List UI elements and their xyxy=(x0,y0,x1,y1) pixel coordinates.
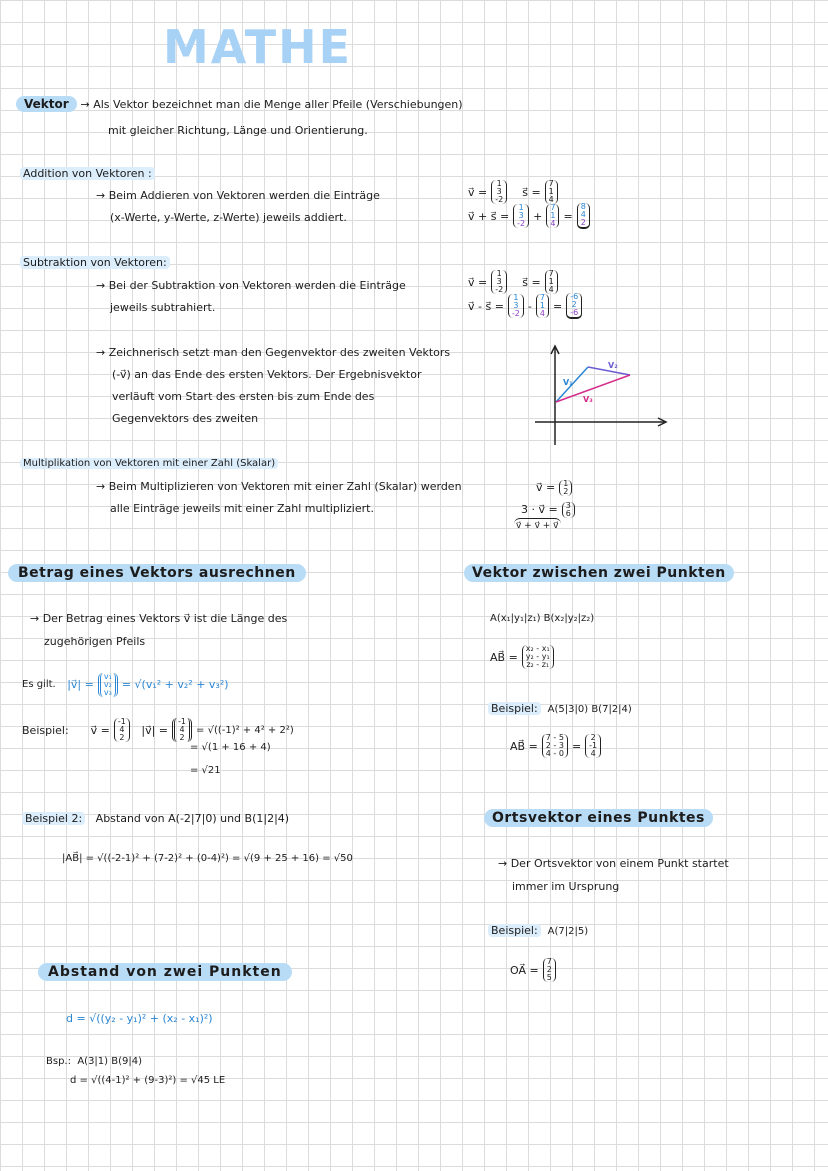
vector-s-colored: 7 1 4 xyxy=(546,204,559,228)
betrag-line-1: → Der Betrag eines Vektors v⃗ ist die Länge des xyxy=(30,612,288,625)
betrag-beispiel-2: Beispiel 2: Abstand von A(-2|7|0) und B(1|2|4) xyxy=(22,812,289,825)
vector-s-colored: 7 1 4 xyxy=(536,294,549,318)
subtraction-heading: Subtraktion von Vektoren: xyxy=(20,256,170,269)
multiplication-brace-note: v⃗ + v⃗ + v⃗ xyxy=(514,518,561,531)
abstand-heading: Abstand von zwei Punkten xyxy=(38,964,292,980)
ortsvektor-beispiel: Beispiel: A(7|2|5) xyxy=(488,924,588,937)
vektor-line-2: mit gleicher Richtung, Länge und Orientierung. xyxy=(108,124,368,137)
graphic-text-1: → Zeichnerisch setzt man den Gegenvektor des zweiten Vektors xyxy=(96,346,451,359)
vektor-line-1: → Als Vektor bezeichnet man die Menge aller Pfeile (Verschiebungen) xyxy=(80,98,463,111)
abstand-bsp-formula: d = √((4-1)² + (9-3)²) = √45 LE xyxy=(70,1075,226,1086)
addition-line-1: → Beim Addieren von Vektoren werden die Einträge xyxy=(96,189,380,202)
subtraction-example-vectors: v⃗ = 1 3 -2 s⃗ = 7 1 4 xyxy=(468,270,558,294)
vector-s: 7 1 4 xyxy=(545,270,558,294)
vektor-label: Vektor xyxy=(16,96,77,112)
vector-s: 7 1 4 xyxy=(545,180,558,204)
multiplication-line-2: alle Einträge jeweils mit einer Zahl multipliziert. xyxy=(110,502,374,515)
vector-sum-result: 8 4 2 xyxy=(577,203,590,229)
sum-label: v⃗ + s⃗ = xyxy=(468,209,510,223)
betrag-beispiel: Beispiel: v⃗ = -1 4 2 |v⃗| = -1 4 2 = √((-1)² + 4² + 2²) xyxy=(22,717,294,742)
vector-diff-result: -6 2 -6 xyxy=(566,293,582,319)
vector-v-colored: 1 3 -2 xyxy=(513,204,529,228)
ortsvektor-heading: Ortsvektor eines Punktes xyxy=(484,810,713,826)
subtraction-line-2: jeweils subtrahiert. xyxy=(110,301,216,314)
betrag-heading: Betrag eines Vektors ausrechnen xyxy=(8,565,306,581)
betrag-step-2: = √(1 + 16 + 4) xyxy=(190,742,271,753)
betrag-line-2: zugehörigen Pfeils xyxy=(44,635,146,648)
abstand-bsp: Bsp.: A(3|1) B(9|4) xyxy=(46,1056,143,1067)
vector-v-colored: 1 3 -2 xyxy=(508,294,524,318)
ortsvektor-oa: OA⃗ = 7 2 5 xyxy=(510,958,556,982)
zwischen-points: A(x₁|y₁|z₁) B(x₂|y₂|z₂) xyxy=(490,613,595,624)
vector-diagram xyxy=(530,340,675,450)
zwischen-ab-formula: AB⃗ = x₂ - x₁ y₂ - y₁ z₂ - z₁ xyxy=(490,645,554,669)
graphic-text-2: (-v⃗) an das Ende des ersten Vektors. Der Ergebnisvektor xyxy=(112,368,422,381)
betrag-beispiel-2-formula: |AB⃗| = √((-2-1)² + (7-2)² + (0-4)²) = √(9 + 25 + 16) = √50 xyxy=(62,853,353,864)
vector-v: 1 3 -2 xyxy=(491,180,507,204)
ortsvektor-line-1: → Der Ortsvektor von einem Punkt startet xyxy=(498,857,729,870)
multiplication-heading: Multiplikation von Vektoren mit einer Zahl (Skalar) xyxy=(20,458,278,469)
addition-heading: Addition von Vektoren : xyxy=(20,167,155,180)
zwischen-beispiel: Beispiel: A(5|3|0) B(7|2|4) xyxy=(488,702,632,715)
svg-text:V₁: V₁ xyxy=(563,378,573,387)
svg-text:V₃: V₃ xyxy=(583,395,593,404)
vector-v: 1 3 -2 xyxy=(491,270,507,294)
multiplication-scaled: 3 · v⃗ = 3 6 xyxy=(521,498,575,518)
graphic-text-4: Gegenvektors des zweiten xyxy=(112,412,259,425)
addition-line-2: (x-Werte, y-Werte, z-Werte) jeweils addiert. xyxy=(110,211,347,224)
s-label: s⃗ = xyxy=(522,185,541,199)
vektor-definition xyxy=(16,97,463,111)
ortsvektor-line-2: immer im Ursprung xyxy=(512,880,620,893)
addition-example-vectors xyxy=(468,180,558,204)
zwischen-beispiel-ab: AB⃗ = 7 - 5 2 - 3 4 - 0 = 2 -1 4 xyxy=(510,734,601,758)
svg-text:V₂: V₂ xyxy=(608,361,618,370)
abstand-formula: d = √((y₂ - y₁)² + (x₂ - x₁)²) xyxy=(66,1012,213,1025)
betrag-formula: Es gilt. |v⃗| = v₁ v₂ v₃ = √(v₁² + v₂² + v₃²) xyxy=(22,671,229,697)
multiplication-v: v⃗ = 1 2 xyxy=(536,476,572,496)
multiplication-line-1: → Beim Multiplizieren von Vektoren mit einer Zahl (Skalar) werden xyxy=(96,480,462,493)
betrag-step-3: = √21 xyxy=(190,765,221,776)
v-label: v⃗ = xyxy=(468,185,488,199)
subtraction-line-1: → Bei der Subtraktion von Vektoren werden die Einträge xyxy=(96,279,406,292)
subtraction-example-diff: v⃗ - s⃗ = 1 3 -2 - 7 1 4 = -6 2 -6 xyxy=(468,293,582,319)
page-title: MATHE xyxy=(163,20,353,74)
zwischen-heading: Vektor zwischen zwei Punkten xyxy=(464,565,734,581)
graphic-text-3: verläuft vom Start des ersten bis zum Ende des xyxy=(112,390,375,403)
addition-example-sum: v⃗ + s⃗ = 1 3 -2 + 7 1 4 = 8 4 2 xyxy=(468,203,590,229)
